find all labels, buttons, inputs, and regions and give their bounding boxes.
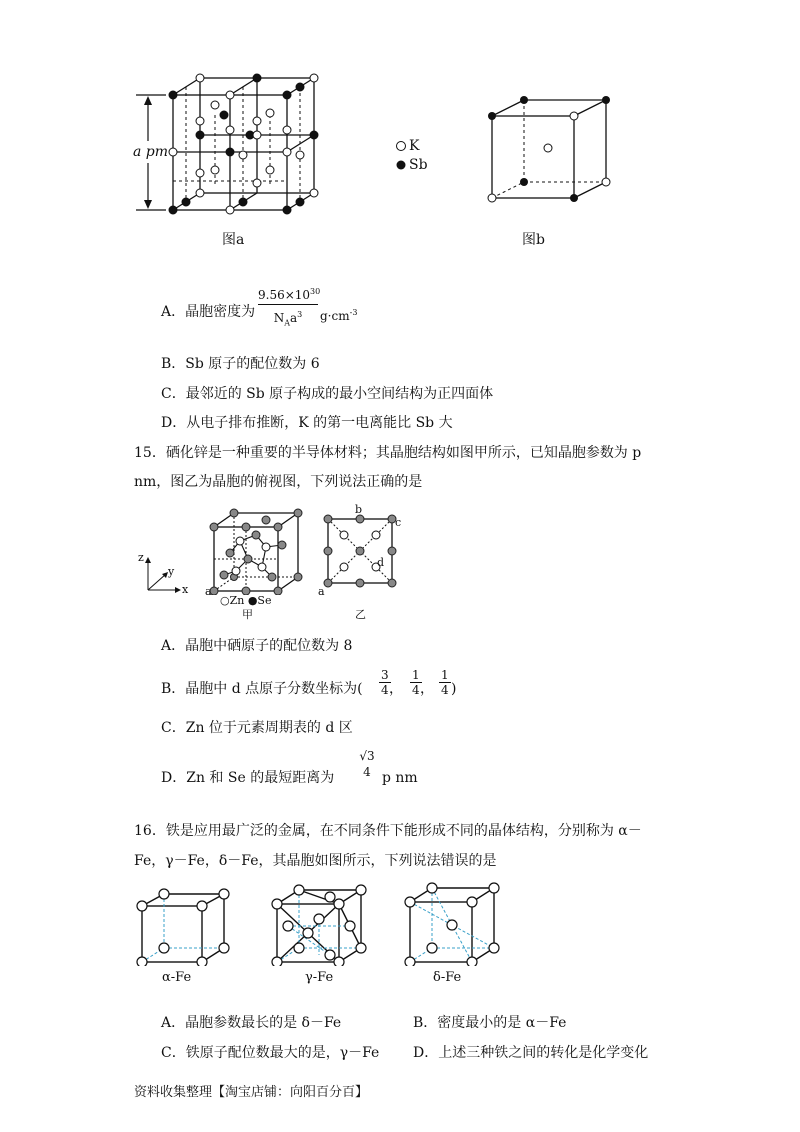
q15-yi-label-d: d: [377, 556, 385, 569]
q15-legend: ○Zn ●Se: [220, 594, 272, 607]
q15-option-d-numerator: √3: [359, 749, 375, 763]
q16-caption-alpha: α-Fe: [162, 970, 192, 985]
figure-b-unit-cell: [480, 90, 620, 210]
legend-k-label: K: [409, 138, 420, 154]
footer-source: 资料收集整理【淘宝店铺：向阳百分百】: [134, 1085, 369, 1100]
q15-caption-jia: 甲: [242, 608, 253, 621]
q16-stem-line-2: Fe，γ－Fe，δ－Fe，其晶胞如图所示，下列说法错误的是: [134, 853, 497, 869]
q14-option-a-denominator-subscript: A: [284, 318, 291, 328]
q14-option-a-unit-text: g·cm: [320, 309, 350, 323]
q15-option-d-prefix: D．Zn 和 Se 的最短距离为: [161, 770, 335, 786]
q15-coordinate-axes: [138, 550, 188, 600]
q15-option-a: A．晶胞中硒原子的配位数为 8: [161, 638, 353, 654]
legend-sb-label: Sb: [409, 157, 428, 173]
q14-option-a-denominator: N: [273, 311, 285, 325]
figure-a-dimension-label: a pm: [133, 144, 169, 160]
figure-a-k3sb-supercell: [120, 55, 360, 225]
q16-option-c: C．铁原子配位数最大的是，γ－Fe: [161, 1045, 380, 1061]
legend-k-icon: [395, 140, 407, 152]
q16-caption-gamma: γ-Fe: [305, 970, 334, 985]
q16-option-a: A．晶胞参数最长的是 δ－Fe: [161, 1015, 342, 1031]
q15-stem-line-1: 15．硒化锌是一种重要的半导体材料；其晶胞结构如图甲所示，已知晶胞参数为 p: [134, 445, 642, 461]
q16-option-d: D．上述三种铁之间的转化是化学变化: [413, 1045, 649, 1061]
figure-a-caption: 图a: [222, 232, 245, 248]
legend-sb-icon: [395, 159, 407, 171]
q15-yi-label-b: b: [355, 503, 363, 516]
q16-alpha-fe-cell: [128, 888, 238, 966]
q14-option-a-unit-exponent: -3: [349, 308, 358, 317]
q16-caption-delta: δ-Fe: [433, 970, 462, 985]
q14-option-b: B．Sb 原子的配位数为 6: [161, 356, 320, 372]
q15-option-b-fraction-3-num: 1: [441, 668, 449, 682]
q15-option-d-unit: p nm: [382, 770, 418, 786]
q15-caption-yi: 乙: [355, 608, 366, 621]
q14-option-c: C．最邻近的 Sb 原子构成的最小空间结构为正四面体: [161, 386, 494, 402]
q15-option-d-fraction: [355, 748, 379, 780]
q14-option-a-numerator-exponent: 30: [310, 287, 321, 296]
q14-option-a-numerator: 9.56×10: [258, 288, 311, 302]
q15-axis-x: x: [182, 583, 189, 596]
q15-axis-z: z: [138, 551, 144, 564]
q14-option-a-denominator-exponent: 3: [297, 310, 303, 319]
q15-axis-y: y: [168, 565, 175, 578]
q15-option-b-close: ): [451, 681, 457, 697]
q15-stem-line-2: nm，图乙为晶胞的俯视图，下列说法正确的是: [134, 474, 423, 490]
figure-b-caption: 图b: [522, 232, 545, 248]
q15-option-b-fraction-1-den: 4: [381, 683, 389, 697]
q15-option-b-fraction-3-den: 4: [441, 683, 449, 697]
q14-option-a-fraction: [258, 284, 321, 330]
q16-delta-fe-cell: [400, 880, 500, 966]
q15-jia-label-a: a: [205, 585, 212, 598]
q16-option-b: B．密度最小的是 α－Fe: [413, 1015, 567, 1031]
q15-option-b-sep-2: ，: [420, 681, 434, 697]
q14-option-a-unit: [320, 303, 357, 326]
q14-option-d: D．从电子排布推断，K 的第一电离能比 Sb 大: [161, 415, 453, 431]
q15-option-b-fraction-2-num: 1: [412, 668, 420, 682]
q15-option-b-fraction-3: [439, 668, 451, 697]
q14-option-a-prefix: A．晶胞密度为: [161, 304, 256, 320]
q15-option-c: C．Zn 位于元素周期表的 d 区: [161, 720, 353, 736]
q15-option-b-sep-1: ，: [389, 681, 403, 697]
q16-stem-line-1: 16．铁是应用最广泛的金属，在不同条件下能形成不同的晶体结构，分别称为 α－: [134, 823, 642, 839]
q16-gamma-fe-cell: [265, 882, 375, 966]
q15-option-b-prefix: B．晶胞中 d 点原子分数坐标为(: [161, 681, 363, 697]
q15-figure-jia-znse-cell: [200, 505, 310, 595]
q15-option-d-denominator: 4: [363, 765, 371, 779]
q15-yi-label-a: a: [318, 585, 325, 598]
q14-option-a-denominator-rest: a: [290, 311, 298, 325]
q15-option-b-fraction-2-den: 4: [412, 683, 420, 697]
q15-yi-label-c: c: [395, 516, 402, 529]
q15-option-b-fraction-1-num: 3: [381, 668, 389, 682]
